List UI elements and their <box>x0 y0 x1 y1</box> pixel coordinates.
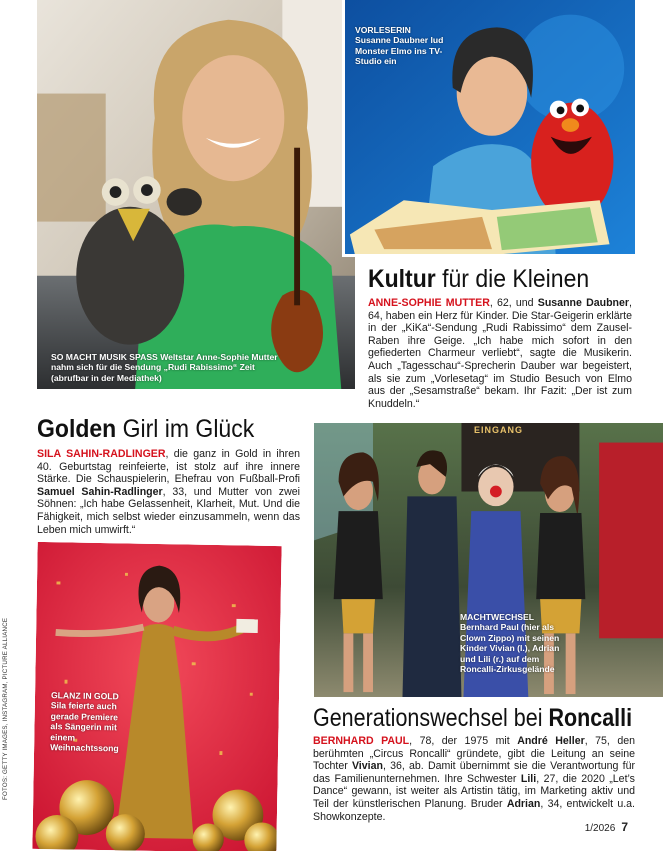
body-text: , 36, ab. Damit übernimmt sie die Verantwortung für das Familienunternehmen. Ihre Schwester <box>313 760 635 785</box>
caption-text: Bernhard Paul (hier als Clown Zippo) mit seinen Kinder Vivian (l.), Adrian und Lili (r.) auf dem Roncalli-Zirkusgelände <box>460 622 560 675</box>
person-name: SILA SAHIN-RADLINGER <box>37 448 166 460</box>
photo-susanne-daubner <box>342 0 638 257</box>
caption-lead: VORLESERIN <box>355 25 411 35</box>
headline-bold: Roncalli <box>548 704 633 732</box>
photo-credits: FOTOS: GETTY IMAGES, INSTAGRAM, PICTURE ALLIANCE <box>2 617 9 800</box>
photo-anne-sophie-mutter <box>34 0 358 392</box>
body-text: , 62, und <box>489 297 538 309</box>
person-name: Susanne Daubner <box>537 297 630 309</box>
headline-rest: für die Kleinen <box>442 265 590 293</box>
caption-lead: SO MACHT MUSIK SPASS <box>51 352 158 362</box>
raven-puppet-icon <box>37 0 355 389</box>
person-name: ANNE-SOPHIE MUTTER <box>368 297 490 309</box>
person-name: Samuel Sahin-Radlinger <box>37 485 163 498</box>
person-name: Adrian <box>506 797 541 810</box>
photo-sila-sahin <box>29 539 284 851</box>
page-folio <box>585 820 628 834</box>
caption-lead: GLANZ IN GOLD <box>50 690 119 702</box>
body-text: , 75, den berühmten „Circus Roncalli“ gründete, gibt die Leitung an seine Tochter <box>313 735 636 773</box>
page-number: 7 <box>621 820 628 834</box>
person-name: Vivian <box>351 760 383 773</box>
person-name: Lili <box>520 772 537 785</box>
headline-roncalli <box>313 703 632 733</box>
headline-bold: Kultur <box>368 265 436 293</box>
article-golden-body <box>37 448 300 536</box>
person-name: BERNHARD PAUL <box>313 735 410 747</box>
body-text: , 64, haben ein Herz für Kinder. Die Star-Geigerin erklärte in der „KiKa“-Sendung „Rudi Rabissimo“ dem Zausel-Raben ihre Geige. „Ich habe mich sofort in den gefiederten Charmeur verliebt“, sagte die Musikerin. Auch „Tagesschau“-Sprecherin Dauber war begeistert, als sie zum „Vorlesetag“ im Studio Besuch von Elmo aus der „Sesamstraße“ bekam. Ihr Fazit: „Der ist zum Knuddeln.“ <box>368 297 632 410</box>
circus-sign: EINGANG <box>474 425 524 435</box>
body-text: , 78, der 1975 mit <box>409 735 518 747</box>
body-text: , 33, und Mutter von zwei Söhnen: „Ich habe Gelassenheit, Klarheit, Mut. Und die Fähigkeit, mich selbst wieder einzusammeln, wenn das Leben mich umwirft.“ <box>37 485 300 536</box>
headline-rest: Generationswechsel bei <box>313 704 543 732</box>
body-text: , die ganz in Gold in ihren 40. Geburtstag reinfeierte, ist stolz auf ihre innere Stärke. Die Schauspielerin, Ehefrau von Fußball-Profi <box>37 448 300 486</box>
caption-text: Susanne Daubner lud Monster Elmo ins TV-Studio ein <box>355 35 444 67</box>
article-kultur-body <box>368 297 632 410</box>
article-roncalli-body <box>313 735 635 823</box>
headline-kultur <box>368 264 589 294</box>
caption-sila <box>50 690 131 754</box>
headline-bold: Golden <box>37 415 117 443</box>
photo-roncalli <box>311 420 666 700</box>
caption-lead: MACHTWECHSEL <box>460 612 534 622</box>
person-name: André Heller <box>517 735 585 747</box>
headline-rest: Girl im Glück <box>122 415 255 443</box>
caption-daubner <box>355 25 465 67</box>
body-text: , 34, entwickelt u.a. Showkonzepte. <box>313 797 635 823</box>
issue-number: 1/2026 <box>584 823 616 834</box>
headline-golden <box>37 414 254 444</box>
caption-mutter <box>51 352 291 383</box>
caption-text: Weltstar Anne-Sophie Mutter nahm sich für die Sendung „Rudi Rabissimo“ Zeit (abrufbar in der Mediathek) <box>51 352 278 383</box>
caption-roncalli <box>460 612 560 674</box>
body-text: , 27, die 2020 „Let’s Dance“ gewann, ist weiter als Artistin tätig, im Marketing aktiv und Teil der künstlerischen Planung. Bruder <box>313 772 635 810</box>
caption-text: Sila feierte auch gerade Premiere als Sängerin mit einem Weihnachtssong <box>50 700 119 754</box>
